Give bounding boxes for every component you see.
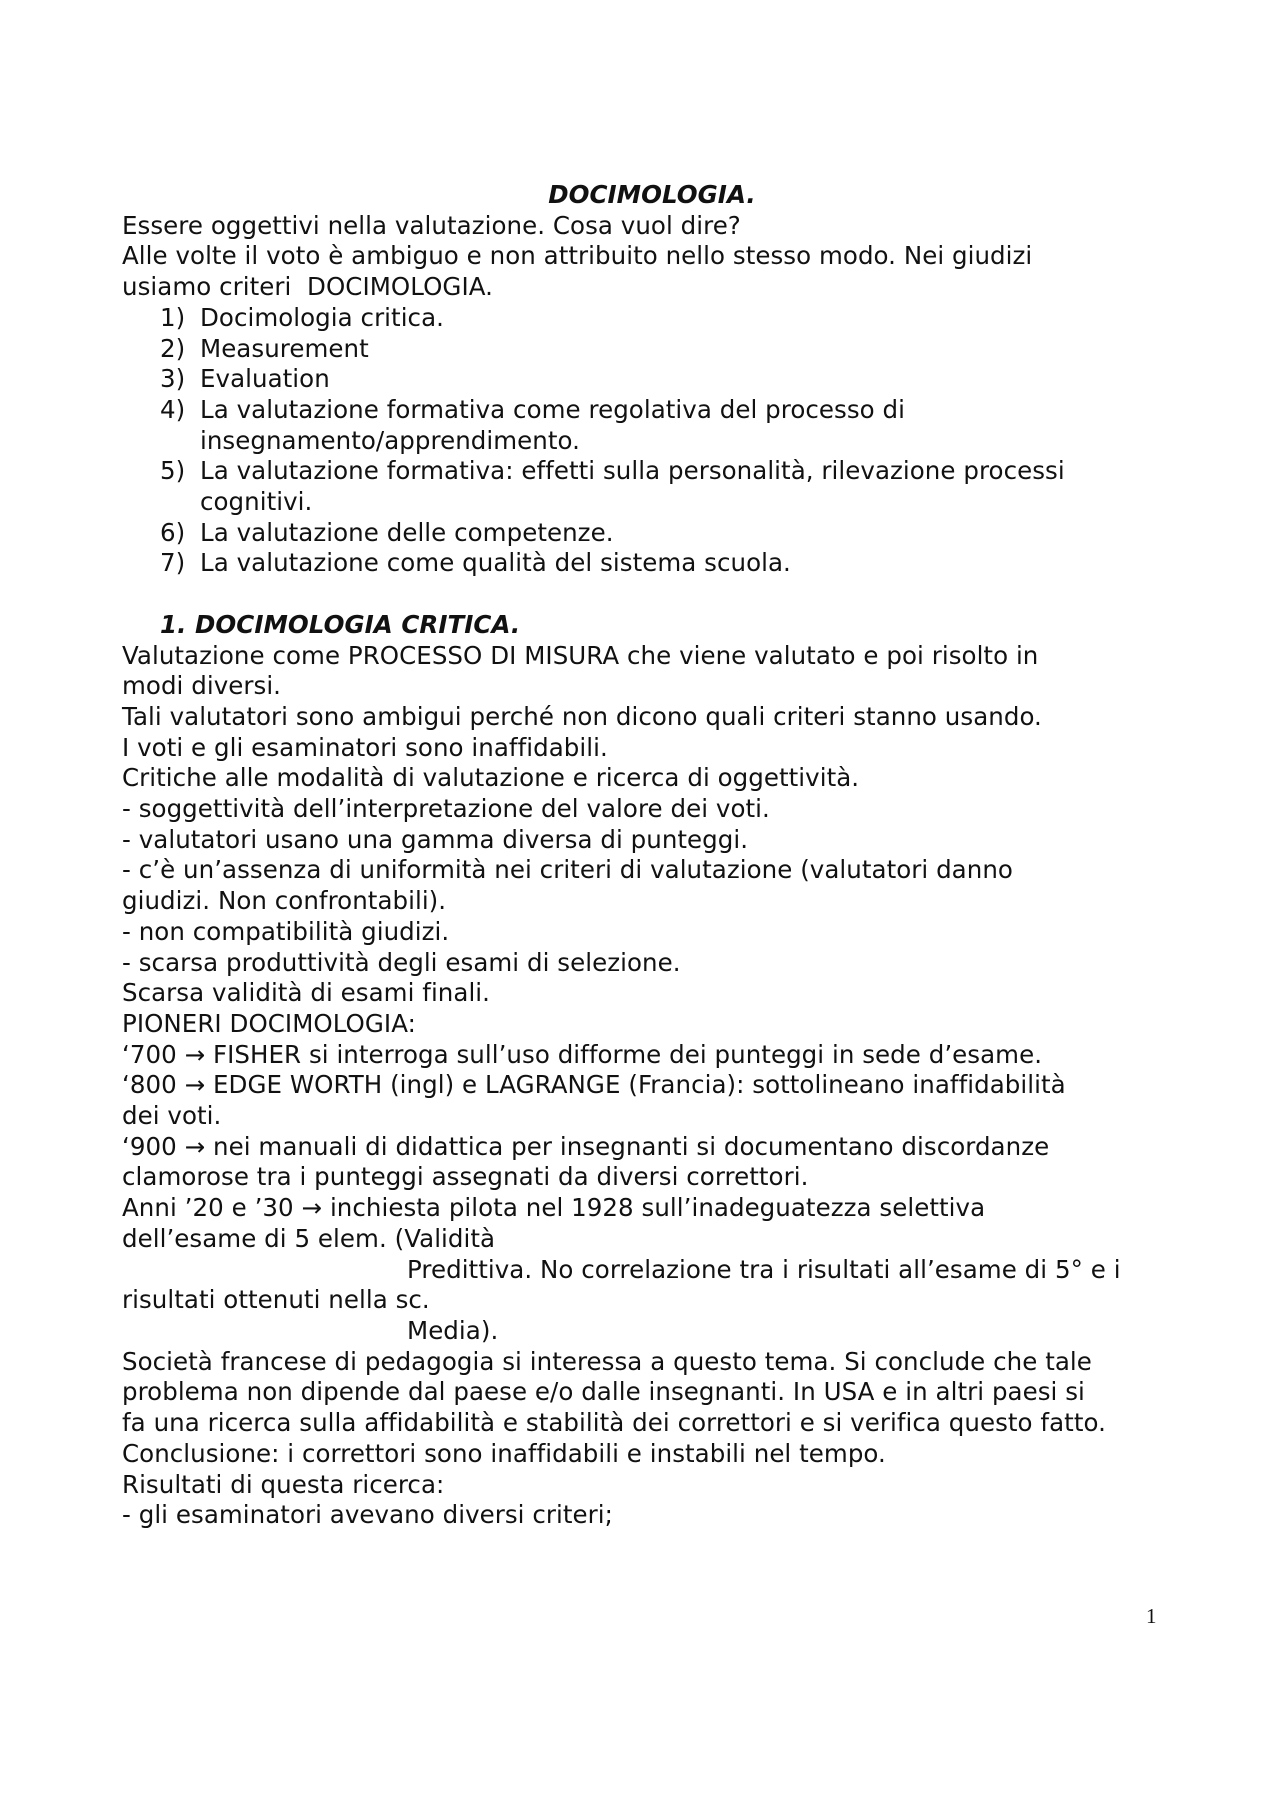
toc-item-text: La valutazione delle competenze. — [200, 517, 614, 547]
subheading-line: PIONERI DOCIMOLOGIA: — [122, 1008, 416, 1038]
intro-line-1: Essere oggettivi nella valutazione. Cosa vuol dire? — [122, 210, 741, 240]
body-line: Conclusione: i correttori sono inaffidabili e instabili nel tempo. — [122, 1438, 886, 1468]
body-line: Valutazione come PROCESSO DI MISURA che viene valutato e poi risolto in — [122, 640, 1039, 670]
timeline-line: ‘800 → EDGE WORTH (ingl) e LAGRANGE (Francia): sottolineano inaffidabilità — [122, 1070, 1066, 1100]
toc-item-text: Measurement — [200, 333, 369, 363]
toc-item-7 — [122, 548, 1182, 579]
toc-item-text: Evaluation — [200, 364, 330, 394]
toc-item-text: La valutazione come qualità del sistema scuola. — [200, 548, 791, 578]
body-line: modi diversi. — [122, 671, 282, 701]
toc-item-number: 5) — [160, 456, 186, 486]
toc-item-text-continued: cognitivi. — [200, 487, 313, 517]
timeline-line: Anni ’20 e ’30 → inchiesta pilota nel 1928 sull’inadeguatezza selettiva — [122, 1193, 986, 1223]
bullet-line: - gli esaminatori avevano diversi criteri; — [122, 1500, 613, 1530]
toc-item-3 — [122, 364, 1182, 395]
document-title: DOCIMOLOGIA. — [548, 180, 756, 209]
toc-item-text: Docimologia critica. — [200, 302, 444, 332]
toc-item-number: 7) — [160, 548, 186, 578]
toc-item-text: La valutazione formativa: effetti sulla personalità, rilevazione processi — [200, 456, 1065, 486]
body-line: I voti e gli esaminatori sono inaffidabili. — [122, 732, 608, 762]
body-line: Società francese di pedagogia si interessa a questo tema. Si conclude che tale — [122, 1346, 1092, 1376]
body-line: Critiche alle modalità di valutazione e ricerca di oggettività. — [122, 763, 860, 793]
toc-item-number: 2) — [160, 333, 186, 363]
indented-line: Predittiva. No correlazione tra i risultati all’esame di 5° e i — [407, 1254, 1121, 1284]
toc-item-text-continued: insegnamento/apprendimento. — [200, 425, 580, 455]
document-page — [122, 180, 1182, 1531]
timeline-line-continued: clamorose tra i punteggi assegnati da diversi correttori. — [122, 1162, 809, 1192]
toc-item-4 — [122, 395, 1182, 456]
toc-item-text: La valutazione formativa come regolativa del processo di — [200, 394, 905, 424]
timeline-line-continued: dei voti. — [122, 1101, 222, 1131]
page-number: 1 — [1146, 1604, 1157, 1628]
body-line: risultati ottenuti nella sc. — [122, 1285, 430, 1315]
timeline-line: ‘900 → nei manuali di didattica per insegnanti si documentano discordanze — [122, 1131, 1050, 1161]
intro-line-3: usiamo criteri DOCIMOLOGIA. — [122, 272, 493, 302]
body-line: Tali valutatori sono ambigui perché non dicono quali criteri stanno usando. — [122, 701, 1042, 731]
toc-item-1 — [122, 303, 1182, 334]
bullet-line: - valutatori usano una gamma diversa di punteggi. — [122, 824, 749, 854]
bullet-line: - scarsa produttività degli esami di selezione. — [122, 947, 681, 977]
bullet-line: - soggettività dell’interpretazione del valore dei voti. — [122, 794, 770, 824]
section-heading: 1. DOCIMOLOGIA CRITICA. — [160, 609, 521, 639]
body-line: Risultati di questa ricerca: — [122, 1469, 445, 1499]
timeline-line: ‘700 → FISHER si interroga sull’uso difforme dei punteggi in sede d’esame. — [122, 1039, 1043, 1069]
body-line: Scarsa validità di esami finali. — [122, 978, 490, 1008]
toc-item-5 — [122, 456, 1182, 517]
timeline-line-continued: dell’esame di 5 elem. (Validità — [122, 1223, 496, 1253]
bullet-line-continued: giudizi. Non confrontabili). — [122, 886, 447, 916]
body-line: problema non dipende dal paese e/o dalle insegnanti. In USA e in altri paesi si — [122, 1377, 1085, 1407]
table-of-contents — [122, 303, 1182, 579]
toc-item-number: 4) — [160, 394, 186, 424]
toc-item-number: 6) — [160, 517, 186, 547]
toc-item-6 — [122, 518, 1182, 549]
bullet-line: - non compatibilità giudizi. — [122, 916, 450, 946]
bullet-line: - c’è un’assenza di uniformità nei criteri di valutazione (valutatori danno — [122, 855, 1013, 885]
toc-item-number: 3) — [160, 364, 186, 394]
toc-item-2 — [122, 334, 1182, 365]
paragraph-gap — [122, 579, 1182, 610]
indented-line: Media). — [407, 1316, 499, 1345]
body-line: fa una ricerca sulla affidabilità e stabilità dei correttori e si verifica questo fatto. — [122, 1408, 1106, 1438]
intro-line-2: Alle volte il voto è ambiguo e non attribuito nello stesso modo. Nei giudizi — [122, 241, 1033, 271]
toc-item-number: 1) — [160, 302, 186, 332]
